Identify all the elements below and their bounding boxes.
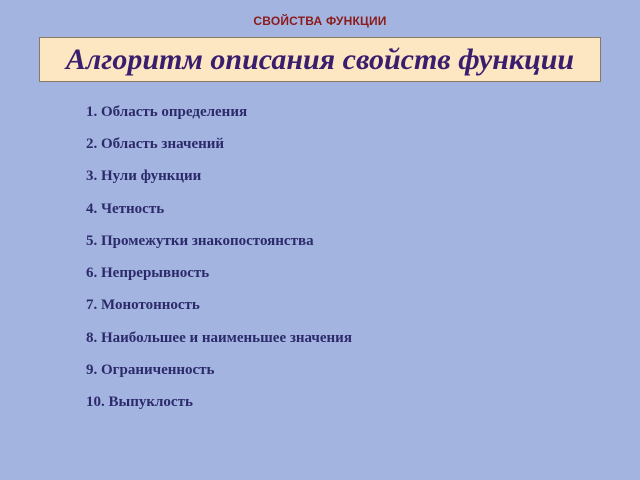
list-item: 8. Наибольшее и наименьшее значения [86, 329, 352, 346]
list-item: 7. Монотонность [86, 297, 200, 314]
title-banner [39, 37, 601, 82]
list-item: 5. Промежутки знакопостоянства [86, 232, 314, 249]
list-item: 6. Непрерывность [86, 265, 210, 282]
list-item: 4. Четность [86, 200, 165, 217]
list-item: 3. Нули функции [86, 168, 202, 185]
list-item: 2. Область значений [86, 135, 225, 152]
banner-title: Алгоритм описания свойств функции [65, 42, 575, 76]
slide-header: СВОЙСТВА ФУНКЦИИ [253, 14, 387, 28]
list-item: 10. Выпуклость [86, 394, 193, 411]
list-item: 9. Ограниченность [86, 362, 215, 379]
properties-list [86, 96, 352, 419]
list-item: 1. Область определения [86, 103, 248, 120]
